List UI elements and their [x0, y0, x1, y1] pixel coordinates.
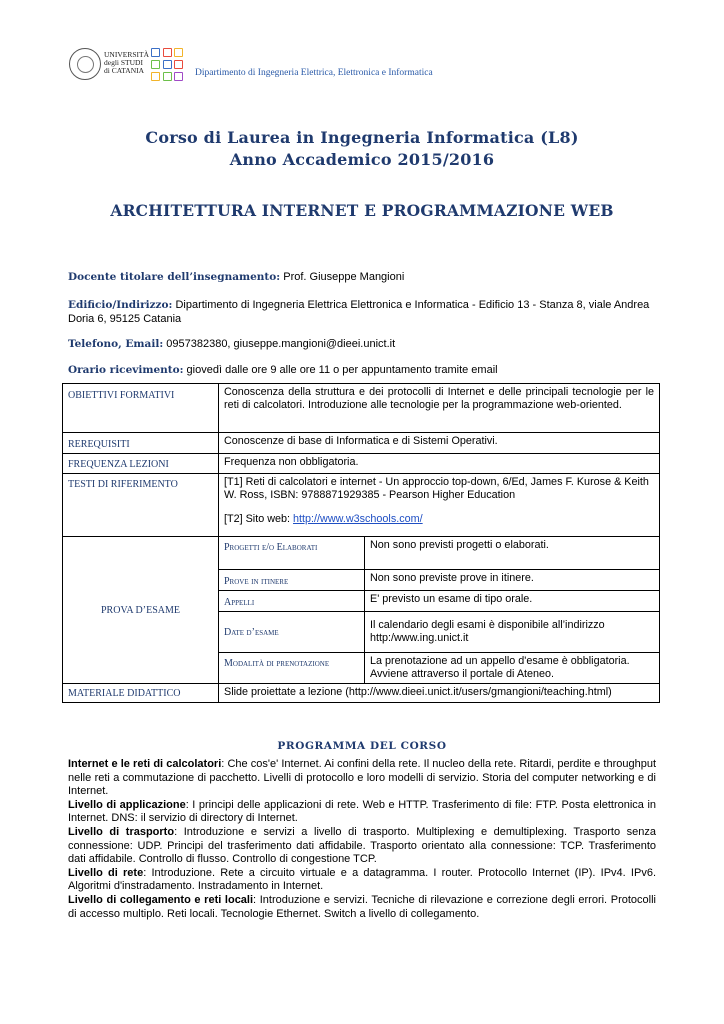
prova-row-label: Prove in itinere [219, 570, 365, 591]
testi-value [219, 474, 660, 537]
programma-item [68, 758, 656, 799]
programma-body [68, 758, 656, 921]
university-line-2: degli STUDI [104, 58, 143, 67]
programma-item [68, 826, 656, 867]
academic-year: Anno Accademico 2015/2016 [229, 150, 495, 169]
department-name: Dipartimento di Ingegneria Elettrica, Elettronica e Informatica [195, 68, 433, 78]
prova-label: PROVA D’ESAME [63, 537, 219, 684]
table-row [63, 384, 660, 433]
testi-label: TESTI DI RIFERIMENTO [63, 474, 219, 537]
department-logo-icon [151, 48, 185, 82]
programma-item-head: Livello di trasporto [68, 825, 175, 838]
testi-t2-prefix: [T2] Sito web: [224, 513, 294, 525]
university-logo-text [104, 51, 149, 75]
table-row [63, 433, 660, 454]
docente-line [68, 270, 668, 284]
prova-row-label: Progetti e/o Elaborati [219, 537, 365, 570]
programma-item-text: : Che cos'e' Internet. Ai confini della rete. Il nucleo della rete. Ritardi, perdite e throughput nelle reti a commutazione di pacchetto. Livelli di protocollo e loro modelli di servizio. Storia del computer networking e di Internet. [68, 758, 657, 798]
programma-item [68, 894, 656, 921]
programma-item-text: : Introduzione e servizi. Tecniche di rilevazione e correzione degli errori. Protocolli di accesso multiplo. Reti locali. Tecnologie Ethernet. Switch a livello di collegamento. [68, 893, 656, 920]
programma-item-text: : Introduzione e servizi a livello di trasporto. Multiplexing e demultiplexing. Trasporto senza connessione: UDP. Principi del trasferimento dati affidabile. Trasporto orientato alla connessione: TCP. Trasferimento dati affidabile. Controllo di flusso. Controllo di congestione TCP. [68, 825, 657, 866]
edificio-label: Edificio/Indirizzo: [68, 299, 173, 311]
programma-item-head: Livello di collegamento e reti locali [68, 893, 254, 906]
prova-row-label: Appelli [219, 591, 365, 612]
course-info-table [62, 383, 660, 703]
prova-row-value: Non sono previsti progetti o elaborati. [365, 537, 660, 570]
orario-line [68, 363, 668, 377]
programma-item [68, 867, 656, 894]
programma-item-text: : I principi delle applicazioni di rete. Web e HTTP. Trasferimento di file: FTP. Posta elettronica in Internet. DNS: il servizio di directory di Internet. [68, 798, 657, 825]
materiale-label: MATERIALE DIDATTICO [63, 684, 219, 703]
university-line-1: UNIVERSITÀ [104, 50, 149, 59]
prova-row-value: Il calendario degli esami è disponibile all’indirizzo http:/www.ing.unict.it [365, 612, 660, 653]
frequenza-label: FREQUENZA LEZIONI [63, 454, 219, 474]
programma-item-text: : Introduzione. Rete a circuito virtuale e a datagramma. I router. Protocollo Internet (IP). IPv4. IPv6. Algoritmi d'instradamento. Instradamento in Internet. [68, 866, 657, 893]
programma-item-head: Internet e le reti di calcolatori [68, 758, 222, 770]
edificio-line [68, 298, 668, 326]
docente-value: Prof. Giuseppe Mangioni [280, 271, 405, 283]
edificio-value: Dipartimento di Ingegneria Elettrica Elettronica e Informatica - Edificio 13 - Stanza 8, viale Andrea Doria 6, 95125 Catania [68, 299, 650, 325]
table-row [63, 684, 660, 703]
prova-row-label: Date d’esame [219, 612, 365, 653]
table-row [63, 474, 660, 537]
programma-item [68, 799, 656, 826]
testi-t1: [T1] Reti di calcolatori e internet - Un approccio top-down, 6/Ed, James F. Kurose & Keith W. Ross, ISBN: 9788871929385 - Pearson Higher Education [224, 476, 649, 501]
university-line-3: di CATANIA [104, 66, 145, 75]
prova-row-value: Non sono previste prove in itinere. [365, 570, 660, 591]
prerequisiti-value: Conoscenze di base di Informatica e di Sistemi Operativi. [219, 433, 660, 454]
programma-item-head: Livello di rete [68, 866, 144, 879]
degree-title: Corso di Laurea in Ingegneria Informatica (L8) [145, 128, 579, 147]
course-title: ARCHITETTURA INTERNET E PROGRAMMAZIONE WEB [110, 201, 614, 220]
prova-row-label: Modalità di prenotazione [219, 653, 365, 684]
programma-title: PROGRAMMA DEL CORSO [277, 740, 447, 752]
frequenza-value: Frequenza non obbligatoria. [219, 454, 660, 474]
orario-label: Orario ricevimento: [68, 364, 184, 376]
w3schools-link[interactable]: http://www.w3schools.com/ [293, 513, 423, 525]
testi-t2 [224, 513, 654, 526]
docente-label: Docente titolare dell’insegnamento: [68, 271, 281, 283]
programma-item-head: Livello di applicazione [68, 798, 186, 811]
obiettivi-value: Conoscenza della struttura e dei protocolli di Internet e delle principali tecnologie per le reti di calcolatori. Introduzione alle tecnologie per la programmazione web-oriented. [219, 384, 660, 433]
telefono-value: 0957382380, giuseppe.mangioni@dieei.unict.it [163, 338, 396, 350]
university-seal-icon [69, 48, 101, 80]
prerequisiti-label: REREQUISITI [63, 433, 219, 454]
orario-value: giovedì dalle ore 9 alle ore 11 o per appuntamento tramite email [183, 364, 498, 376]
telefono-label: Telefono, Email: [68, 338, 164, 350]
obiettivi-label: OBIETTIVI FORMATIVI [63, 384, 219, 433]
prova-row-value: E' previsto un esame di tipo orale. [365, 591, 660, 612]
table-row [63, 537, 660, 570]
materiale-value: Slide proiettate a lezione (http://www.dieei.unict.it/users/gmangioni/teaching.html) [219, 684, 660, 703]
telefono-line [68, 337, 668, 351]
table-row [63, 454, 660, 474]
prova-row-value: La prenotazione ad un appello d'esame è obbligatoria. Avviene attraverso il portale di Ateneo. [365, 653, 660, 684]
